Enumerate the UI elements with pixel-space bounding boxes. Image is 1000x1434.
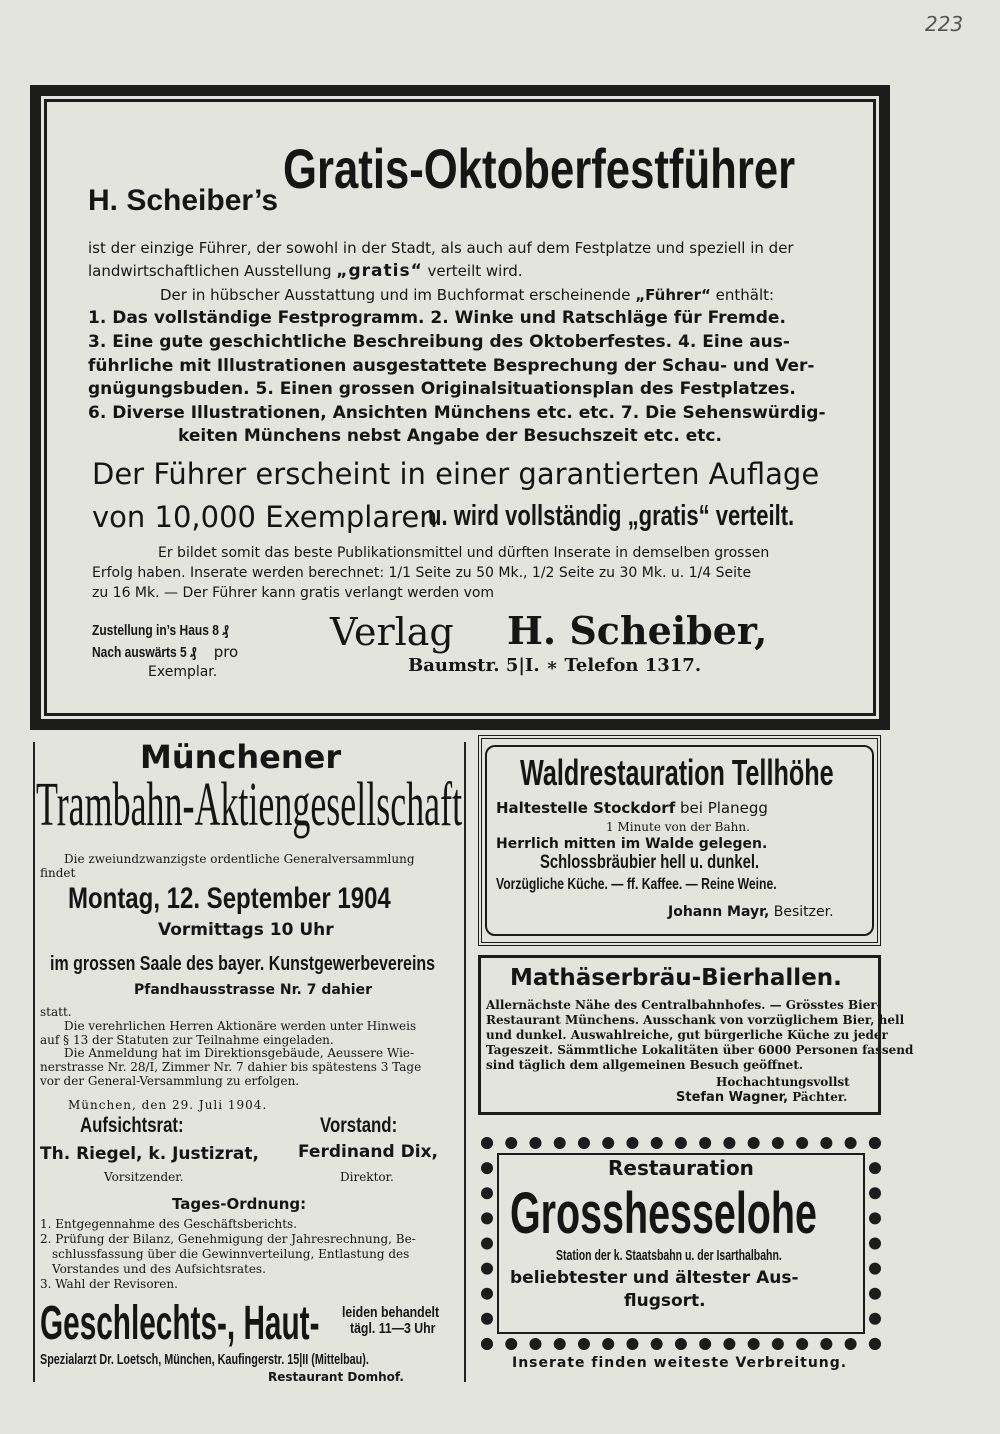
mathaeser-text-7: Stefan Wagner, Pächter.: [676, 1090, 848, 1105]
column-rule: [464, 742, 466, 1382]
tram-vorstand-label: Vorstand:: [320, 1114, 398, 1137]
mathaeser-title: Mathäserbräu-Bierhallen.: [510, 965, 842, 991]
pub-line-1: Er bildet somit das beste Publikationsmittel und dürften Inserate in demselben grossen: [158, 545, 770, 561]
verlag-name: H. Scheiber,: [507, 608, 768, 653]
tram-dix-role: Direktor.: [340, 1170, 394, 1184]
tram-dateline: München, den 29. Juli 1904.: [68, 1098, 268, 1112]
tram-agenda-4: Vorstandes und des Aufsichtsrates.: [52, 1262, 266, 1276]
mathaeser-text-1: Allernächste Nähe des Centralbahnhofes. — Grösstes Bier-: [486, 998, 882, 1012]
tram-street: Pfandhausstrasse Nr. 7 dahier: [134, 982, 372, 998]
delivery-line-3: Exemplar.: [148, 664, 218, 680]
tram-agenda-5: 3. Wahl der Revisoren.: [40, 1277, 178, 1291]
gross-label: Restauration: [608, 1156, 754, 1180]
mathaeser-text-5: sind täglich dem allgemeinen Besuch geöffnet.: [486, 1058, 804, 1072]
wald-line-3: Herrlich mitten im Walde gelegen.: [496, 836, 768, 852]
left-rule: [33, 742, 35, 1382]
brand: H. Scheiber’s: [88, 184, 279, 217]
wald-line-2: 1 Minute von der Bahn.: [606, 820, 750, 834]
tram-heading-1: Münchener: [140, 738, 342, 776]
wald-line-6: Johann Mayr, Besitzer.: [668, 904, 834, 920]
loetsch-side-1: leiden behandelt: [342, 1304, 440, 1321]
list-line-5: 6. Diverse Illustrationen, Ansichten Münchens etc. etc. 7. Die Sehenswürdig-: [88, 403, 826, 423]
tram-agenda-3: schlussfassung über die Gewinnverteilung, Entlastung des: [52, 1247, 410, 1261]
tram-aufsicht-label: Aufsichtsrat:: [80, 1114, 184, 1137]
intro-line-1: ist der einzige Führer, der sowohl in der Stadt, als auch auf dem Festplatze und speziell in der: [88, 239, 794, 257]
list-line-6: keiten Münchens nebst Angabe der Besuchszeit etc. etc.: [178, 426, 722, 446]
tram-agenda-title: Tages-Ordnung:: [172, 1195, 307, 1213]
tram-note-3: Die Anmeldung hat im Direktionsgebäude, Aeussere Wie-: [64, 1046, 415, 1060]
wald-line-1: Haltestelle Stockdorf bei Planegg: [496, 799, 768, 817]
intro-line-2: landwirtschaftlichen Ausstellung „gratis“ verteilt wird.: [88, 261, 523, 281]
tram-note-5: vor der General-Versammlung zu erfolgen.: [40, 1074, 300, 1088]
main-title: Gratis-Oktoberfestführer: [283, 137, 796, 200]
tram-para-1: Die zweiundzwanzigste ordentliche Generalversammlung: [64, 852, 415, 866]
intro-line-3: Der in hübscher Ausstattung und im Buchformat erscheinende „Führer“ enthält:: [160, 286, 775, 304]
gross-line-3: flugsort.: [624, 1291, 706, 1311]
tram-date: Montag, 12. September 1904: [68, 882, 391, 915]
mathaeser-text-3: und dunkel. Auswahlreiche, gut bürgerliche Küche zu jeder: [486, 1028, 888, 1042]
delivery-line-2: Nach auswärts 5 ₰ pro: [92, 643, 239, 661]
list-line-3: führliche mit Illustrationen ausgestattete Besprechung der Schau- und Ver-: [88, 356, 815, 376]
tram-agenda-2: 2. Prüfung der Bilanz, Genehmigung der Jahresrechnung, Be-: [40, 1232, 416, 1246]
wald-line-4: Schlossbräubier hell u. dunkel.: [540, 852, 760, 873]
big-line-1: Der Führer erscheint in einer garantierten Auflage: [92, 457, 820, 491]
delivery-line-1: Zustellung in’s Haus 8 ₰: [92, 622, 229, 639]
list-line-1: 1. Das vollständige Festprogramm. 2. Winke und Ratschläge für Fremde.: [88, 308, 786, 328]
wald-line-5: Vorzügliche Küche. — ff. Kaffee. — Reine Weine.: [496, 876, 777, 893]
page-number: 223: [925, 12, 964, 36]
tram-agenda-1: 1. Entgegennahme des Geschäftsberichts.: [40, 1217, 298, 1231]
tram-place: im grossen Saale des bayer. Kunstgewerbevereins: [50, 953, 436, 975]
tram-riegel-role: Vorsitzender.: [104, 1170, 184, 1184]
list-line-2: 3. Eine gute geschichtliche Beschreibung des Oktoberfestes. 4. Eine aus-: [88, 332, 790, 352]
tram-time: Vormittags 10 Uhr: [158, 920, 334, 940]
tram-note-2: auf § 13 der Statuten zur Teilnahme eingeladen.: [40, 1033, 334, 1047]
tram-heading-2: Trambahn-Aktiengesellschaft: [36, 771, 463, 839]
tram-para-1b: findet: [40, 866, 76, 880]
tram-note-1: Die verehrlichen Herren Aktionäre werden unter Hinweis: [64, 1019, 417, 1033]
big-line-2b: u. wird vollständig „gratis“ verteilt.: [428, 500, 795, 532]
pub-line-2: Erfolg haben. Inserate werden berechnet: 1/1 Seite zu 50 Mk., 1/2 Seite zu 30 Mk. u. 1/4 Seite: [92, 565, 752, 581]
tram-statt: statt.: [40, 1005, 72, 1019]
gross-station: Station der k. Staatsbahn u. der Isarthalbahn.: [556, 1247, 782, 1264]
loetsch-big: Geschlechts-, Haut-: [40, 1297, 320, 1350]
loetsch-sub: Restaurant Domhof.: [268, 1370, 404, 1384]
tram-riegel: Th. Riegel, k. Justizrat,: [40, 1144, 259, 1164]
tram-note-4: nerstrasse Nr. 28/I, Zimmer Nr. 7 dahier bis spätestens 3 Tage: [40, 1060, 422, 1074]
mathaeser-text-2: Restaurant Münchens. Ausschank von vorzüglichem Bier, hell: [486, 1013, 905, 1027]
gross-line-2: beliebtester und ältester Aus-: [510, 1268, 799, 1288]
pub-line-3: zu 16 Mk. — Der Führer kann gratis verlangt werden vom: [92, 585, 495, 601]
wald-title: Waldrestauration Tellhöhe: [520, 752, 834, 793]
mathaeser-text-6: Hochachtungsvollst: [716, 1075, 850, 1089]
loetsch-line: Spezialarzt Dr. Loetsch, München, Kaufingerstr. 15|II (Mittelbau).: [40, 1351, 369, 1368]
mathaeser-text-4: Tageszeit. Sämmtliche Lokalitäten über 6000 Personen fassend: [486, 1043, 914, 1057]
big-line-2: von 10,000 Exemplaren: [92, 500, 438, 534]
list-line-4: gnügungsbuden. 5. Einen grossen Originalsituationsplan des Festplatzes.: [88, 379, 796, 399]
verlag-label: Verlag: [330, 610, 454, 654]
gross-title: Grosshesselohe: [510, 1181, 817, 1246]
tram-dix: Ferdinand Dix,: [298, 1142, 438, 1162]
loetsch-side-2: tägl. 11—3 Uhr: [350, 1320, 436, 1337]
footer-line: Inserate finden weiteste Verbreitung.: [512, 1355, 848, 1371]
verlag-address: Baumstr. 5|I. ∗ Telefon 1317.: [408, 655, 702, 676]
